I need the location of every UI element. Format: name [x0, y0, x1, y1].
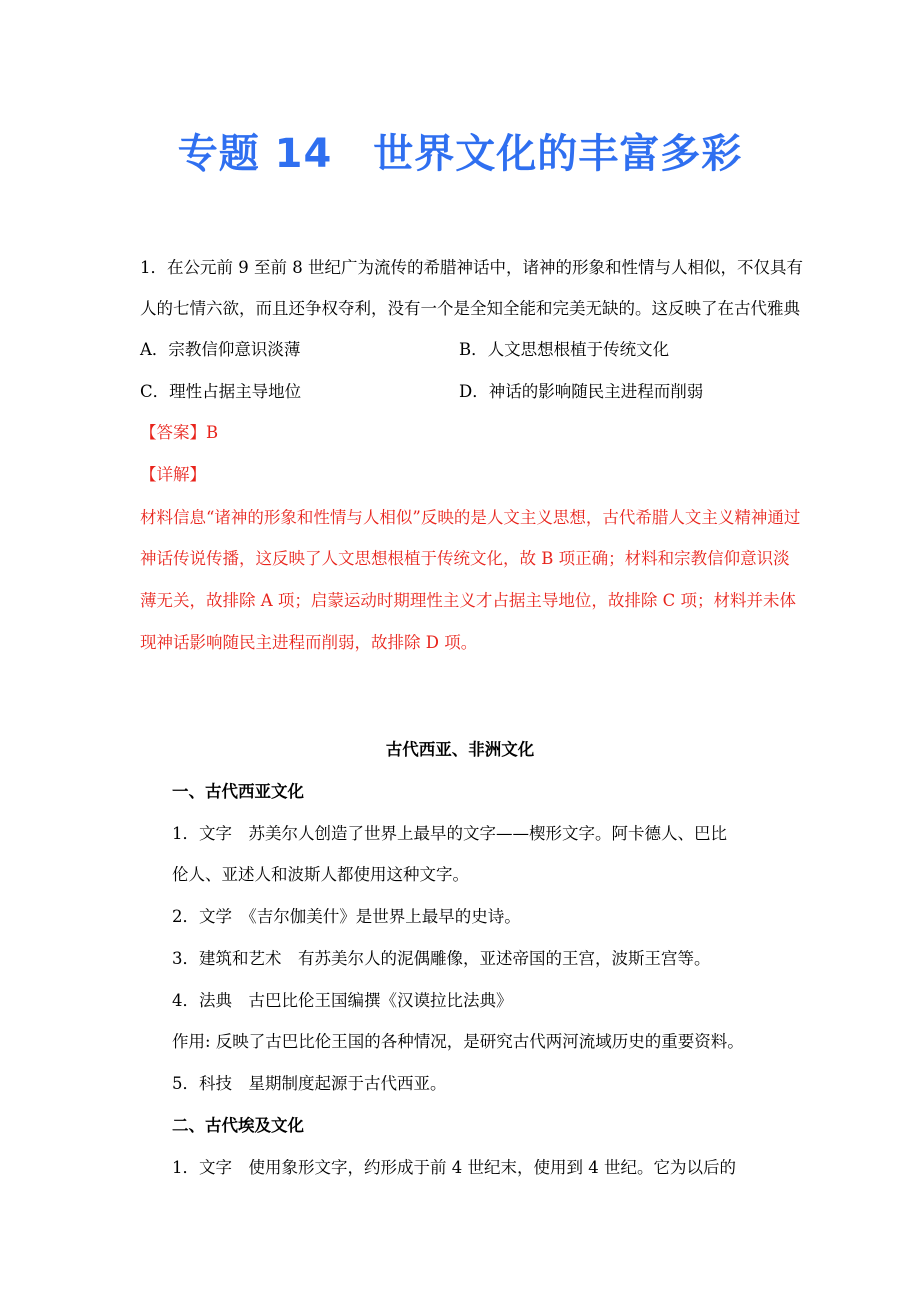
section1-item-2: 2．文学 《吉尔伽美什》是世界上最早的史诗。: [172, 907, 521, 926]
question-stem-line-1: 1．在公元前 9 至前 8 世纪广为流传的希腊神话中，诸神的形象和性情与人相似，不仅具有: [140, 258, 803, 277]
question-stem-line-2: 人的七情六欲，而且还争权夺利，没有一个是全知全能和完美无缺的。这反映了在古代雅典: [140, 299, 800, 318]
explain-line-2: 神话传说传播，这反映了人文思想根植于传统文化，故 B 项正确；材料和宗教信仰意识淡: [140, 549, 790, 568]
section1-item-1-cont: 伦人、亚述人和波斯人都使用这种文字。: [172, 865, 469, 884]
option-c: C．理性占据主导地位: [140, 382, 302, 401]
explain-line-1: 材料信息“诸神的形象和性情与人相似”反映的是人文主义思想，古代希腊人文主义精神通过: [140, 508, 801, 527]
explain-line-4: 现神话影响随民主进程而削弱，故排除 D 项。: [140, 633, 478, 652]
answer: 【答案】B: [140, 423, 219, 442]
explain-heading: 【详解】: [140, 465, 206, 484]
section2-item-1: 1．文字 使用象形文字，约形成于前 4 世纪末，使用到 4 世纪。它为以后的: [172, 1158, 736, 1177]
section1-item-5: 5．科技 星期制度起源于古代西亚。: [172, 1074, 447, 1093]
section1-title: 一、古代西亚文化: [172, 782, 304, 801]
page-title: 专题 14 世界文化的丰富多彩: [177, 131, 743, 177]
section1-item-1: 1．文字 苏美尔人创造了世界上最早的文字——楔形文字。阿卡德人、巴比: [172, 824, 727, 843]
section1-item-3: 3．建筑和艺术 有苏美尔人的泥偶雕像，亚述帝国的王宫，波斯王宫等。: [172, 949, 711, 968]
notes-heading: 古代西亚、非洲文化: [385, 740, 535, 759]
section1-item-4: 4．法典 古巴比伦王国编撰《汉谟拉比法典》: [172, 991, 513, 1010]
explain-line-3: 薄无关，故排除 A 项；启蒙运动时期理性主义才占据主导地位，故排除 C 项；材料并未体: [140, 591, 797, 610]
option-b: B．人文思想根植于传统文化: [459, 340, 670, 359]
section2-title: 二、古代埃及文化: [172, 1116, 304, 1135]
option-d: D．神话的影响随民主进程而削弱: [459, 382, 704, 401]
section1-item-4-effect: 作用: 反映了古巴比伦王国的各种情况，是研究古代两河流域历史的重要资料。: [172, 1032, 744, 1051]
option-a: A．宗教信仰意识淡薄: [140, 340, 301, 359]
